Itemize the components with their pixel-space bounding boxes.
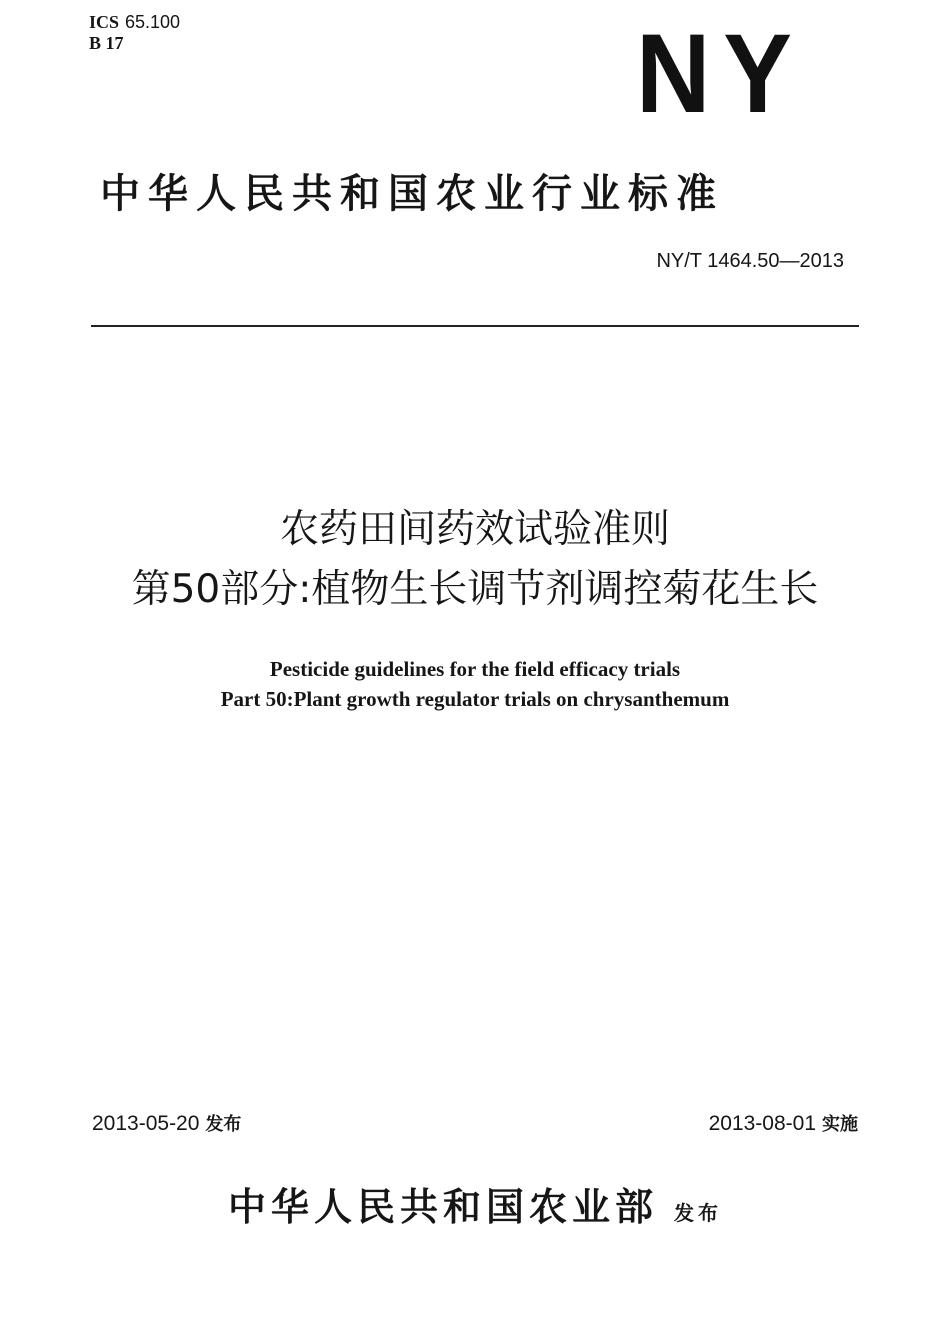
header-divider: [91, 325, 859, 327]
publisher-name: 中华人民共和国农业部: [227, 1184, 658, 1229]
ics-label: ICS: [89, 12, 120, 32]
implementation-date-value: 2013-08-01: [708, 1112, 816, 1135]
implementation-label: 实施: [822, 1114, 858, 1135]
standard-category: 中华人民共和国农业行业标准: [100, 170, 724, 217]
title-cn-line2: 第50部分:植物生长调节剂调控菊花生长: [131, 567, 819, 612]
ics-value: 65.100: [125, 12, 181, 32]
implementation-date: [709, 1110, 858, 1139]
title-en-line1: Pesticide guidelines for the field efficacy trials: [269, 657, 681, 681]
publisher: [0, 1183, 950, 1231]
ics-code: [89, 12, 180, 32]
ny-logo: NY: [636, 11, 805, 136]
publisher-suffix: 发布: [674, 1201, 722, 1225]
issue-label: 发布: [205, 1114, 242, 1135]
issue-date-value: 2013-05-20: [92, 1112, 200, 1135]
standard-number: NY/T 1464.50—2013: [656, 250, 844, 272]
title-cn-line1: 农药田间药效试验准则: [279, 507, 670, 552]
issue-date: [92, 1110, 241, 1139]
ccs-code: B 17: [89, 33, 124, 53]
title-en-line2: Part 50:Plant growth regulator trials on chrysanthemum: [220, 687, 730, 711]
